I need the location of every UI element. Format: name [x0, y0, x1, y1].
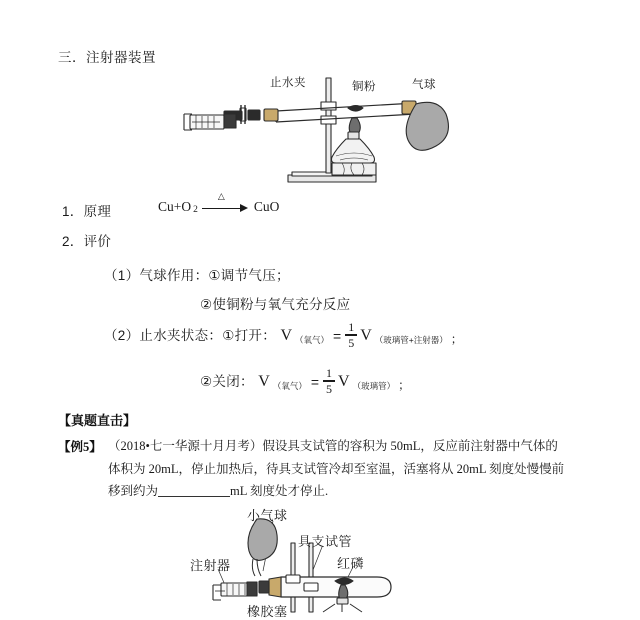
fraction-denominator: 5	[326, 381, 333, 396]
semicolon: ；	[450, 332, 463, 347]
apparatus-drawing-top	[180, 72, 450, 187]
evaluation-item-2	[104, 322, 463, 350]
example-line-1: （2018•七一华源十月月考）假设具支试管的容积为 50mL，反应前注射器中气体的	[108, 439, 558, 453]
volume-subscript-2: （玻璃管+注射器）	[374, 334, 448, 345]
volume-symbol-2: V	[338, 372, 350, 390]
volume-symbol: V	[280, 326, 293, 344]
branched-tube-apparatus-diagram	[185, 505, 435, 619]
evaluation-item-1-continuation: ②使铜粉与氧气充分反应	[200, 297, 351, 312]
reaction-condition: △	[217, 191, 225, 201]
evaluation-label: 2．评价	[62, 234, 112, 249]
example-body	[108, 435, 594, 503]
principle-label: 1．原理	[62, 204, 112, 219]
fraction-denominator: 5	[348, 335, 355, 350]
label-red-phosphorus: 红磷	[337, 556, 365, 571]
volume-subscript-2: （玻璃管）	[352, 380, 396, 391]
exam-section-header: 【真题直击】	[58, 413, 137, 428]
label-balloon: 气球	[412, 79, 436, 91]
label-syringe: 注射器	[190, 558, 231, 573]
evaluation-item-2-label: （2）止水夹状态：①打开：	[104, 327, 277, 343]
fraction-numerator: 1	[326, 366, 333, 380]
equals-sign: =	[333, 327, 342, 344]
volume-symbol: V	[258, 372, 270, 390]
fraction-one-fifth	[323, 367, 335, 395]
semicolon: ；	[398, 378, 411, 393]
volume-expression-open	[280, 322, 462, 350]
evaluation-item-1: （1）气球作用：①调节气压；	[104, 268, 290, 283]
equals-sign: =	[310, 373, 320, 390]
label-small-balloon: 小气球	[247, 508, 288, 523]
evaluation-item-2-continuation	[200, 368, 410, 396]
label-copper-powder: 铜粉	[352, 81, 376, 93]
example-label: 【例5】	[58, 440, 102, 454]
volume-subscript: （氧气）	[272, 380, 307, 391]
example-line-2: 体积为 20mL，停止加热后，待具支试管冷却至室温，活塞将从 20mL 刻度处慢慢前	[108, 461, 565, 476]
volume-symbol-2: V	[360, 326, 372, 344]
volume-expression-closed	[258, 368, 410, 396]
label-branched-tube: 具支试管	[298, 534, 353, 549]
example-line-3-suffix: mL 刻度处才停止.	[230, 484, 329, 498]
label-rubber-stopper: 橡胶塞	[247, 604, 288, 619]
formula-reactant-subscript: 2	[193, 205, 198, 215]
example-line-3-prefix: 移到约为	[108, 484, 159, 498]
volume-subscript: （氧气）	[295, 334, 330, 345]
example-line-3	[108, 480, 594, 503]
formula-reactants: Cu+O	[158, 199, 192, 214]
reaction-arrow	[202, 191, 250, 214]
syringe-apparatus-diagram	[180, 72, 450, 187]
answer-blank[interactable]	[158, 483, 230, 497]
fraction-one-fifth	[345, 321, 357, 349]
page-title: 三．注射器装置	[58, 50, 156, 65]
reaction-formula	[158, 191, 280, 215]
label-clamp: 止水夹	[270, 77, 306, 89]
fraction-numerator: 1	[348, 320, 355, 334]
evaluation-item-2-continuation-label: ②关闭：	[200, 373, 254, 389]
formula-products: CuO	[253, 199, 280, 214]
